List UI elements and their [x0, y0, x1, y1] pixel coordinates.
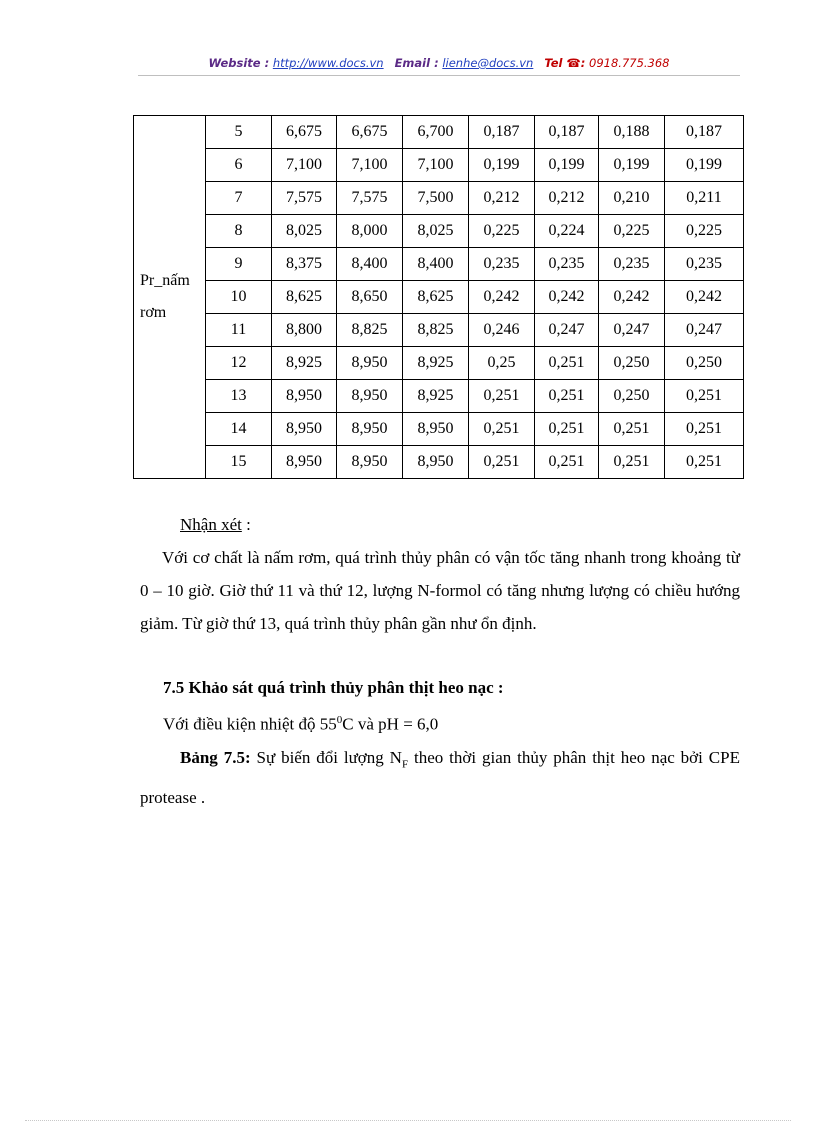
value-cell: 8,400 — [337, 248, 403, 281]
value-cell: 8,400 — [403, 248, 469, 281]
value-cell: 0,251 — [535, 446, 599, 479]
value-cell: 0,187 — [469, 116, 535, 149]
table-row — [134, 347, 744, 380]
value-cell: 8,950 — [403, 413, 469, 446]
value-cell: 8,925 — [272, 347, 337, 380]
value-cell: 8,950 — [337, 347, 403, 380]
value-cell: 0,187 — [665, 116, 744, 149]
value-cell: 8,800 — [272, 314, 337, 347]
value-cell: 8,950 — [272, 446, 337, 479]
remark-heading-suffix: : — [241, 515, 251, 534]
time-cell: 11 — [206, 314, 272, 347]
value-cell: 0,235 — [469, 248, 535, 281]
value-cell: 0,225 — [665, 215, 744, 248]
value-cell: 7,500 — [403, 182, 469, 215]
value-cell: 6,675 — [272, 116, 337, 149]
table-row — [134, 116, 744, 149]
time-cell: 9 — [206, 248, 272, 281]
table-caption — [140, 741, 740, 814]
value-cell: 8,025 — [272, 215, 337, 248]
value-cell: 0,199 — [599, 149, 665, 182]
value-cell: 0,212 — [469, 182, 535, 215]
value-cell: 0,247 — [599, 314, 665, 347]
caption-text-b: theo thời gian thủy phân thịt heo nạc bởi CPE protease . — [140, 747, 740, 808]
email-label: Email : — [394, 56, 439, 70]
value-cell: 8,825 — [337, 314, 403, 347]
value-cell: 0,199 — [535, 149, 599, 182]
value-cell: 0,235 — [535, 248, 599, 281]
header-divider — [138, 75, 740, 76]
value-cell: 0,187 — [535, 116, 599, 149]
table-row — [134, 149, 744, 182]
time-cell: 8 — [206, 215, 272, 248]
value-cell: 0,199 — [665, 149, 744, 182]
remark-heading-line — [140, 508, 740, 541]
value-cell: 0,250 — [665, 347, 744, 380]
value-cell: 8,950 — [337, 380, 403, 413]
value-cell: 0,251 — [535, 413, 599, 446]
email-link[interactable]: lienhe@docs.vn — [442, 56, 534, 70]
value-cell: 0,251 — [535, 347, 599, 380]
value-cell: 0,211 — [665, 182, 744, 215]
value-cell: 0,199 — [469, 149, 535, 182]
website-label: Website : — [208, 56, 270, 70]
value-cell: 0,250 — [599, 347, 665, 380]
value-cell: 0,247 — [535, 314, 599, 347]
group-label-line-1: Pr_nấm — [140, 272, 190, 289]
table-row — [134, 446, 744, 479]
value-cell: 0,251 — [469, 380, 535, 413]
time-cell: 10 — [206, 281, 272, 314]
value-cell: 0,242 — [665, 281, 744, 314]
table-row — [134, 380, 744, 413]
value-cell: 0,235 — [665, 248, 744, 281]
time-cell: 13 — [206, 380, 272, 413]
value-cell: 0,235 — [599, 248, 665, 281]
table-row — [134, 281, 744, 314]
value-cell: 7,575 — [272, 182, 337, 215]
condition-suffix: C và pH = 6,0 — [342, 714, 439, 734]
value-cell: 0,212 — [535, 182, 599, 215]
value-cell: 8,925 — [403, 380, 469, 413]
group-label-cell — [134, 116, 206, 479]
group-label-line-2: rơm — [140, 304, 167, 321]
table-row — [134, 215, 744, 248]
value-cell: 0,250 — [599, 380, 665, 413]
value-cell: 6,675 — [337, 116, 403, 149]
time-cell: 12 — [206, 347, 272, 380]
value-cell: 8,025 — [403, 215, 469, 248]
value-cell: 8,650 — [337, 281, 403, 314]
time-cell: 7 — [206, 182, 272, 215]
tel-label: Tel ☎: — [544, 56, 586, 70]
value-cell: 7,100 — [272, 149, 337, 182]
value-cell: 7,100 — [337, 149, 403, 182]
caption-sub: F — [401, 758, 409, 771]
value-cell: 0,188 — [599, 116, 665, 149]
value-cell: 0,251 — [599, 446, 665, 479]
value-cell: 7,100 — [403, 149, 469, 182]
section-block — [140, 671, 740, 814]
value-cell: 0,251 — [665, 413, 744, 446]
value-cell: 8,950 — [272, 380, 337, 413]
results-table — [133, 115, 744, 479]
value-cell: 0,251 — [535, 380, 599, 413]
remark-block — [140, 508, 740, 640]
value-cell: 0,251 — [469, 413, 535, 446]
value-cell: 0,246 — [469, 314, 535, 347]
time-cell: 15 — [206, 446, 272, 479]
value-cell: 0,251 — [599, 413, 665, 446]
value-cell: 0,242 — [469, 281, 535, 314]
time-cell: 6 — [206, 149, 272, 182]
value-cell: 8,375 — [272, 248, 337, 281]
value-cell: 0,251 — [469, 446, 535, 479]
value-cell: 8,950 — [337, 446, 403, 479]
value-cell: 8,950 — [272, 413, 337, 446]
table-row — [134, 248, 744, 281]
value-cell: 6,700 — [403, 116, 469, 149]
page-header — [138, 56, 740, 70]
value-cell: 8,950 — [337, 413, 403, 446]
value-cell: 0,251 — [665, 446, 744, 479]
value-cell: 0,25 — [469, 347, 535, 380]
condition-line — [140, 704, 740, 741]
website-link[interactable]: http://www.docs.vn — [272, 56, 384, 70]
value-cell: 0,242 — [599, 281, 665, 314]
value-cell: 8,000 — [337, 215, 403, 248]
value-cell: 0,225 — [599, 215, 665, 248]
value-cell: 0,225 — [469, 215, 535, 248]
tel-value: 0918.775.368 — [589, 56, 670, 70]
value-cell: 8,625 — [272, 281, 337, 314]
value-cell: 0,224 — [535, 215, 599, 248]
remark-paragraph: Với cơ chất là nấm rơm, quá trình thủy phân có vận tốc tăng nhanh trong khoảng từ 0 – 10 giờ. Giờ thứ 11 và thứ 12, lượng N-formol có tăng nhưng lượng có chiều hướng giảm. Từ giờ thứ 13, quá trình thủy phân gần như ổn định. — [140, 548, 740, 633]
section-heading: 7.5 Khảo sát quá trình thủy phân thịt heo nạc : — [163, 678, 504, 697]
value-cell: 7,575 — [337, 182, 403, 215]
value-cell: 8,825 — [403, 314, 469, 347]
table-row — [134, 413, 744, 446]
value-cell: 8,925 — [403, 347, 469, 380]
footer-divider — [25, 1120, 791, 1121]
value-cell: 0,251 — [665, 380, 744, 413]
value-cell: 0,210 — [599, 182, 665, 215]
table-row — [134, 314, 744, 347]
value-cell: 0,242 — [535, 281, 599, 314]
condition-sup: 0 — [336, 714, 343, 726]
value-cell: 0,247 — [665, 314, 744, 347]
caption-label: Bảng 7.5: — [180, 747, 251, 767]
table-body — [134, 116, 744, 479]
value-cell: 8,625 — [403, 281, 469, 314]
condition-prefix: Với điều kiện nhiệt độ 55 — [163, 714, 337, 734]
time-cell: 14 — [206, 413, 272, 446]
table-row — [134, 182, 744, 215]
caption-text-a: Sự biến đổi lượng N — [250, 747, 402, 767]
time-cell: 5 — [206, 116, 272, 149]
value-cell: 8,950 — [403, 446, 469, 479]
remark-heading: Nhận xét — [180, 515, 242, 534]
